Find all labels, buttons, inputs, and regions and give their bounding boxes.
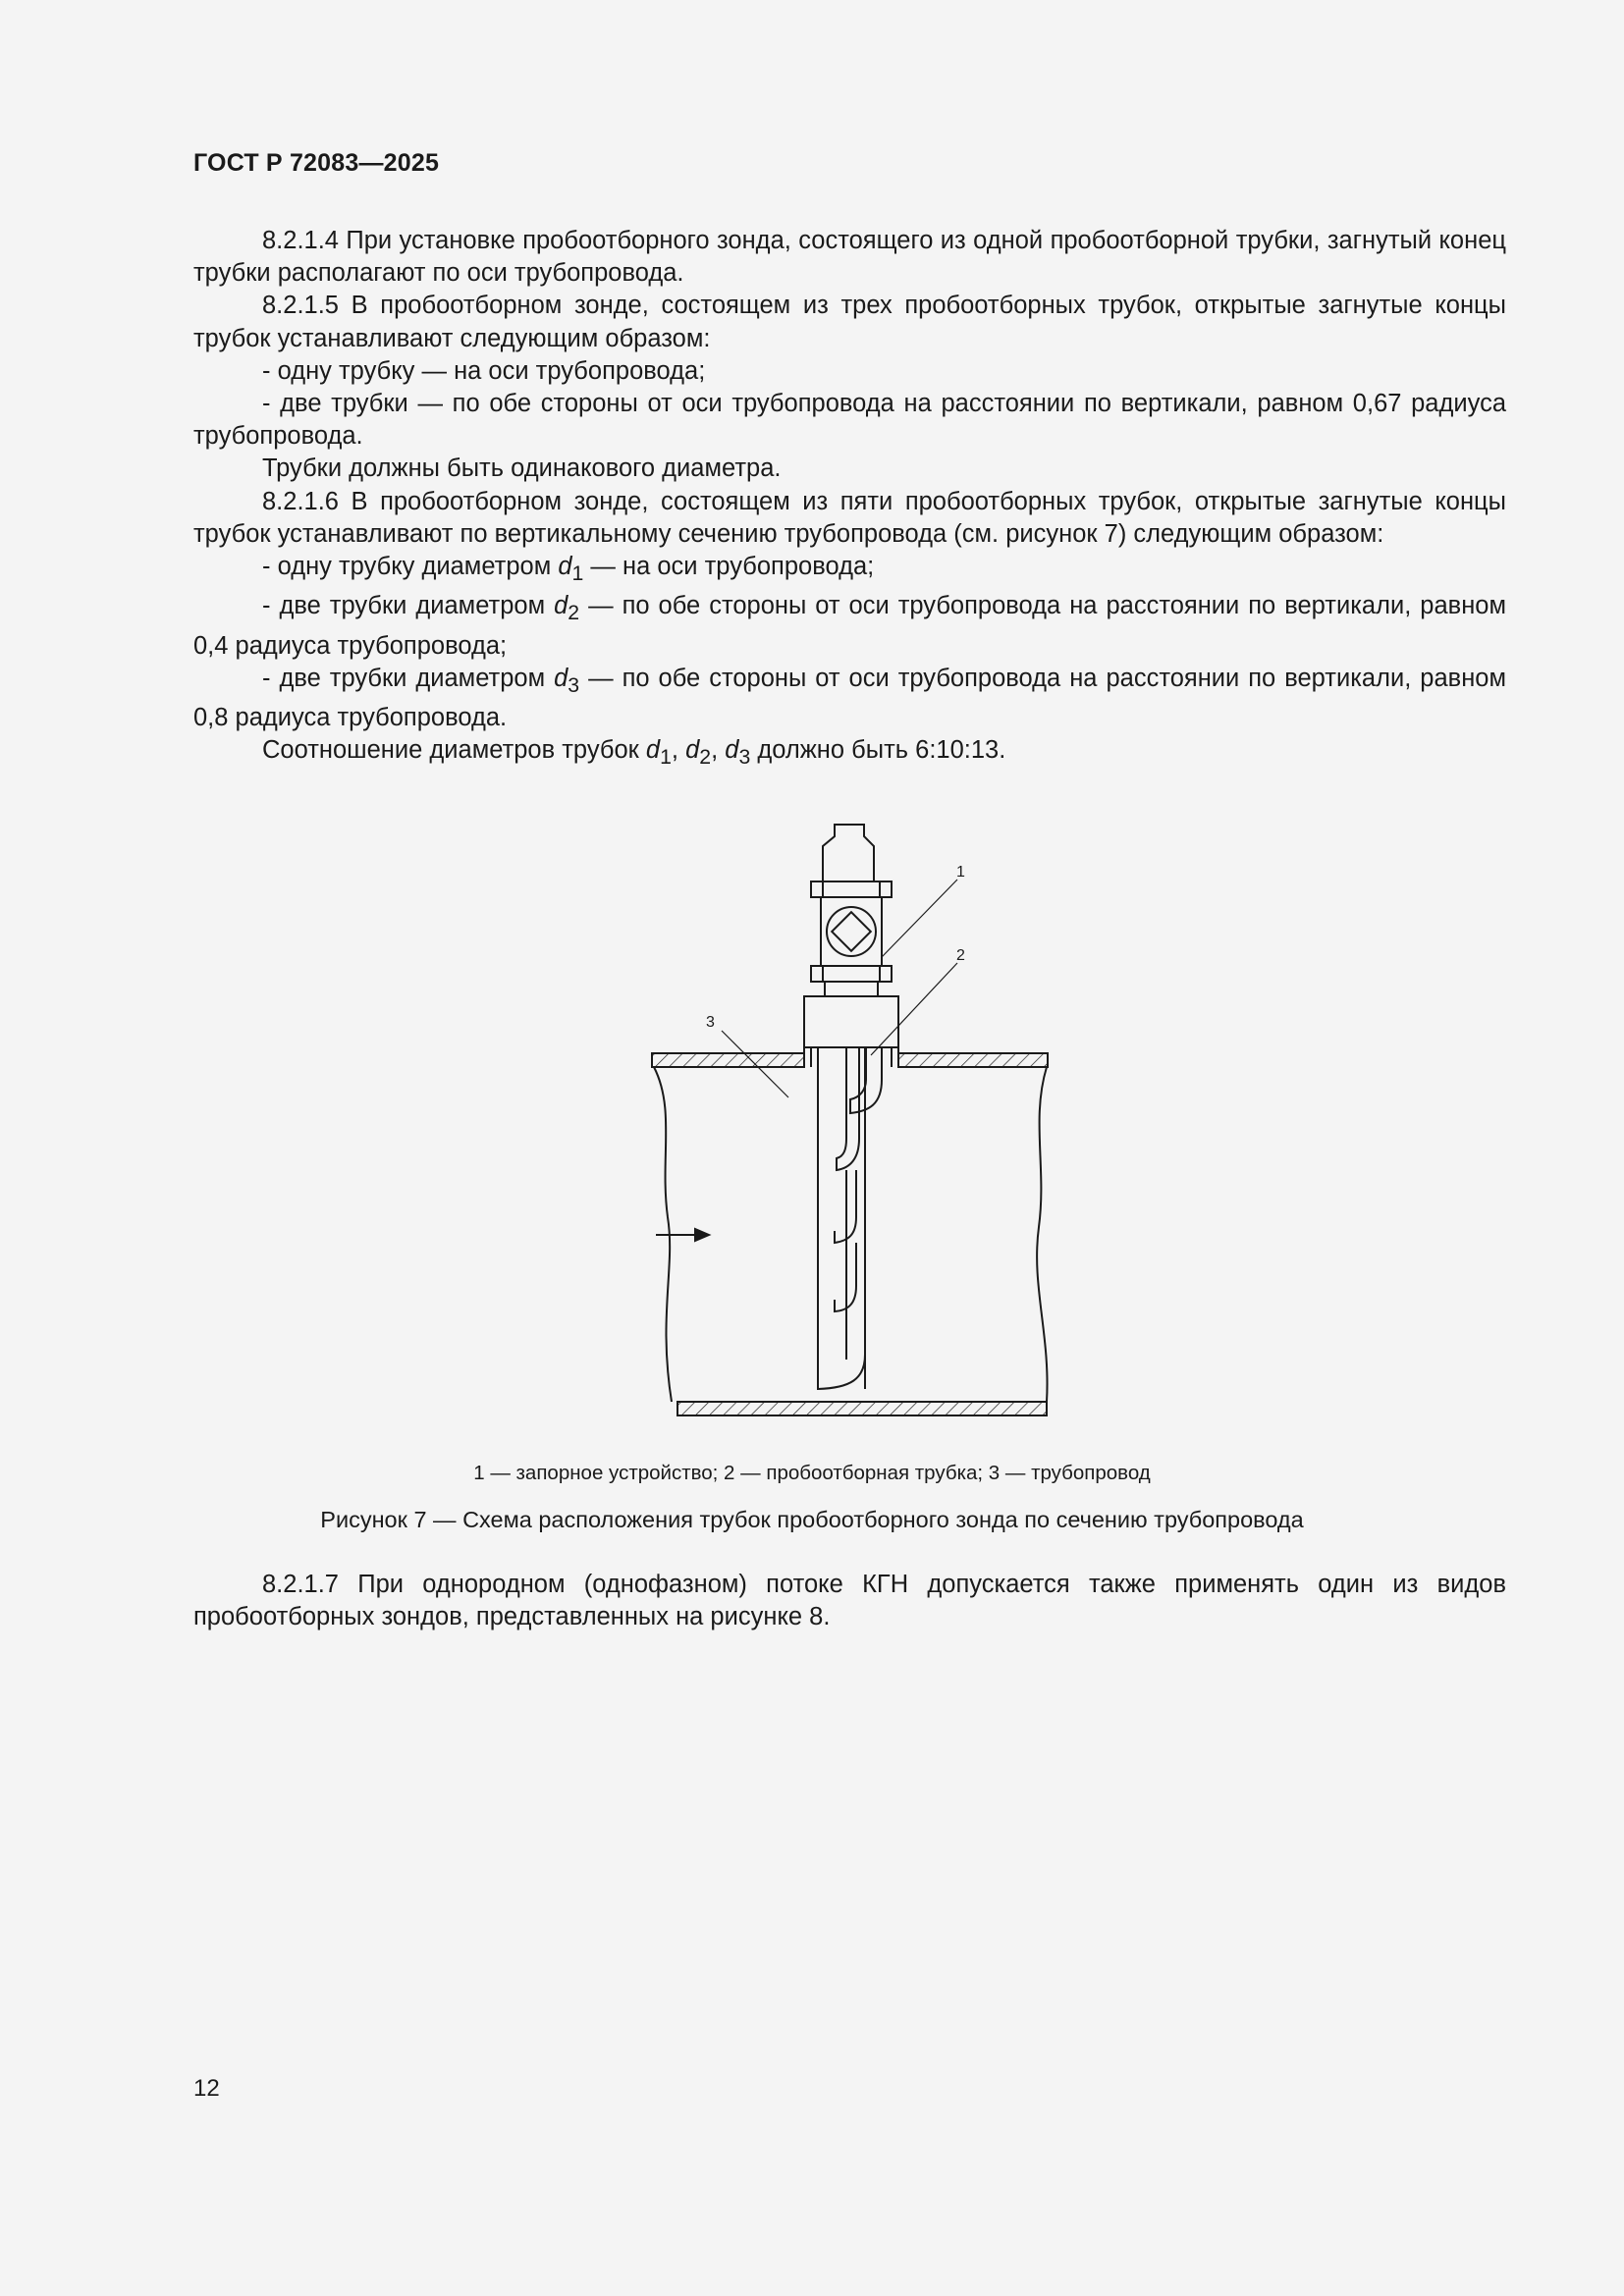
paragraph-8-2-1-4: 8.2.1.4 При установке пробоотборного зонда, состоящего из одной пробоотборной трубки, загнутый конец трубки располагают по оси трубопровода. [193,227,1506,288]
subscript-3: 3 [738,745,751,770]
var-d: d [725,736,739,765]
separator: , [711,736,726,765]
callout-3: 3 [706,1014,715,1031]
callout-2: 2 [956,947,965,964]
subscript-1: 1 [660,745,672,770]
var-d3 [554,664,580,697]
var-d: d [554,664,568,692]
item3-text-post: — по обе стороны от оси трубопровода на расстоянии по вертикали, равном 0,8 радиуса трубопровода. [193,664,1506,732]
var-d: d [554,592,568,620]
sampling-tube-2 [837,1047,859,1170]
paragraph-8-2-1-6-item1 [193,551,1506,590]
paragraph-8-2-1-6-ratio [193,734,1506,774]
var-d3 [725,736,751,770]
document-header: ГОСТ Р 72083—2025 [193,149,440,177]
var-d1 [645,736,672,770]
item2-text: - две трубки диаметром [262,592,555,620]
figure-legend: 1 — запорное устройство; 2 — пробоотборная трубка; 3 — трубопровод [473,1462,1151,1484]
pipe-top-wall-right [898,1053,1048,1067]
paragraph-8-2-1-6-item2 [193,590,1506,663]
var-d: d [685,736,700,765]
paragraph-8-2-1-5-note: Трубки должны быть одинакового диаметра. [262,454,782,483]
ratio-text-post: должно быть 6:10:13. [750,736,1006,765]
pipe-top-wall [652,1053,804,1067]
body-text-lower [193,1569,1506,1633]
body-text-upper [193,225,1506,774]
var-d: d [645,736,661,765]
item2-text-post: — по обе стороны от оси трубопровода на расстоянии по вертикали, равном 0,4 радиуса трубопровода; [193,592,1506,660]
sampling-tube-5 [818,1355,865,1389]
item1-text: - одну трубку диаметром [262,553,559,581]
pipe-bottom-wall [677,1402,1047,1415]
item1-text-post: — на оси трубопровода; [583,553,875,581]
callout-1-leader [882,880,957,957]
figure-caption: Рисунок 7 — Схема расположения трубок пробоотборного зонда по сечению трубопровода [320,1507,1304,1532]
valve-square [832,912,871,951]
var-d2 [685,736,712,770]
callout-1: 1 [956,864,965,881]
page-number: 12 [193,2075,220,2102]
subscript-1: 1 [571,561,584,586]
var-d1 [558,553,584,586]
probe-flange [804,996,898,1047]
figure-7-probe-diagram [628,810,1080,1438]
paragraph-8-2-1-6-intro: 8.2.1.6 В пробоотборном зонде, состоящем из пяти пробоотборных трубок, открытые загнутые концы трубок устанавливают по вертикальному сечению трубопровода (см. рисунок 7) следующим образом: [193,487,1506,548]
paragraph-8-2-1-6-item3 [193,663,1506,735]
subscript-3: 3 [568,672,580,697]
item3-text: - две трубки диаметром [262,664,555,692]
var-d: d [558,553,572,581]
pipe-right-break-line [1037,1067,1047,1402]
paragraph-8-2-1-7: 8.2.1.7 При однородном (однофазном) потоке КГН допускается также применять один из видов пробоотборных зондов, представленных на рисунке 8. [193,1571,1506,1631]
flow-arrow-head [695,1229,709,1241]
ratio-text: Соотношение диаметров трубок [262,736,646,765]
callout-2-leader [871,963,957,1055]
subscript-2: 2 [699,745,712,770]
separator: , [671,736,686,765]
var-d2 [554,592,580,625]
paragraph-8-2-1-5-intro: 8.2.1.5 В пробоотборном зонде, состоящем из трех пробоотборных трубок, открытые загнутые концы трубок устанавливают следующим образом: [193,292,1506,352]
valve-cap [823,825,874,881]
paragraph-8-2-1-5-item1: - одну трубку — на оси трубопровода; [262,356,706,385]
paragraph-8-2-1-5-item2: - две трубки — по обе стороны от оси трубопровода на расстоянии по вертикали, равном 0,67 радиуса трубопровода. [193,390,1506,451]
valve-handwheel [827,907,876,956]
subscript-2: 2 [568,601,580,625]
